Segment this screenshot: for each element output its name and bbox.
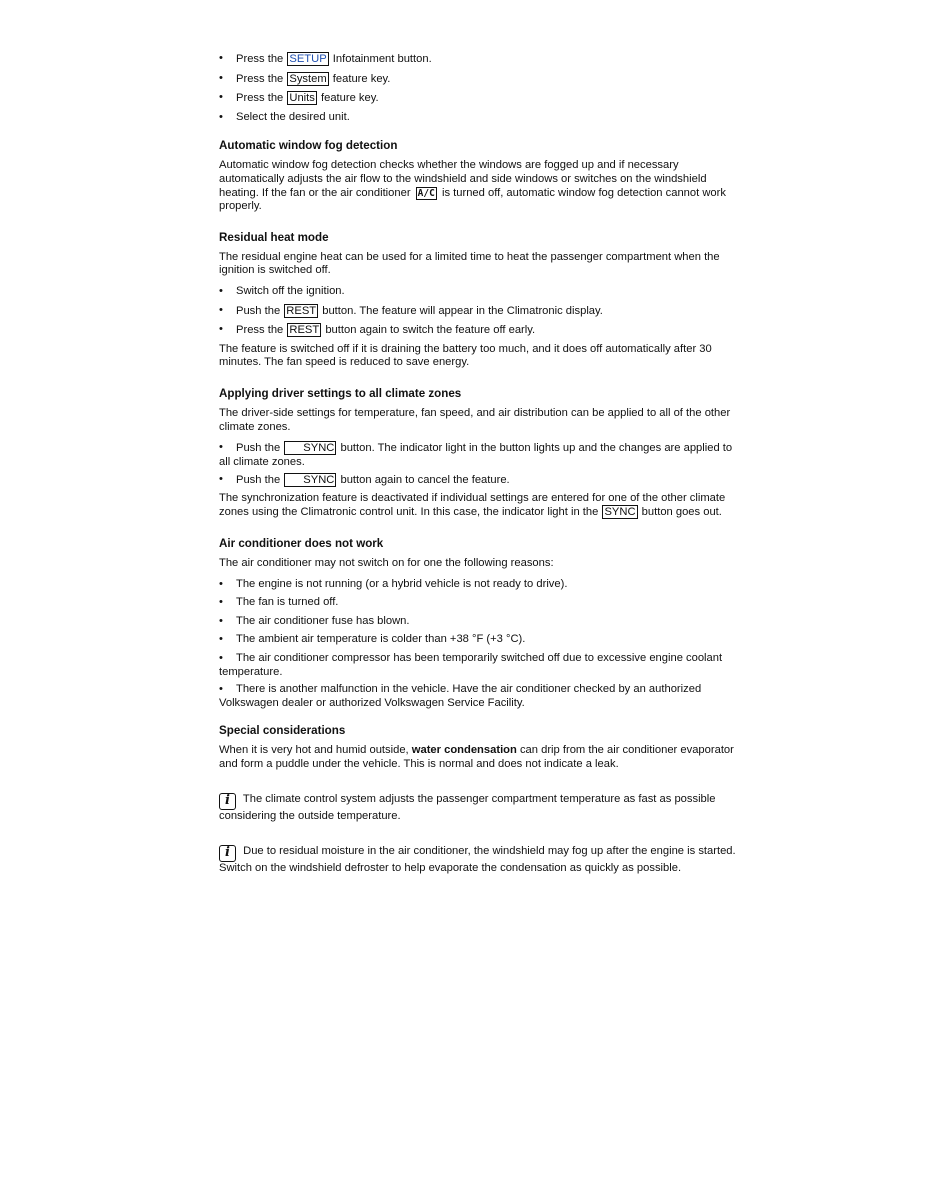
ac-not-working-heading: Air conditioner does not work — [219, 537, 384, 551]
residual-heat-heading: Residual heat mode — [219, 230, 329, 244]
sync-key: SYNC — [284, 441, 336, 455]
residual-heat-outro: The feature is switched off if it is draining the battery too much, and it does off automatically after 30 minutes. The fan speed is reduced to save energy. — [219, 342, 712, 369]
fog-detection-paragraph: Automatic window fog detection checks whether the windows are fogged up and if necessary automatically adjusts the air flow to the windshield and side windows or switches on the windshield heating. If the fan or the air conditioner A/C is turned off, automatic window fog detection cannot work properly. — [219, 159, 726, 213]
driver-settings-intro: The driver-side settings for temperature, fan speed, and air distribution can be applied to all of the other climate zones. — [219, 406, 731, 433]
special-considerations-heading: Special considerations — [219, 724, 346, 738]
units-key: Units — [289, 92, 315, 105]
info-icon: i — [219, 845, 236, 862]
list-item: • The ambient air temperature is colder than +38 °F (+3 °C). — [219, 633, 739, 647]
list-item: • The air conditioner fuse has blown. — [219, 615, 739, 629]
list-item: • The fan is turned off. — [219, 596, 739, 610]
residual-heat-intro: The residual engine heat can be used for a limited time to heat the passenger compartment when the ignition is switched off. — [219, 250, 720, 277]
driver-settings-outro: The synchronization feature is deactivated if individual settings are entered for one of the other climate zones using the Climatronic control unit. In this case, the indicator light in the SYNC button goes out. — [219, 491, 726, 519]
rest-key: REST — [286, 304, 317, 317]
ac-key: A/C — [417, 187, 435, 199]
info-note: i The climate control system adjusts the passenger compartment temperature as fast as possible considering the outside temperature. — [219, 792, 716, 822]
manual-page — [219, 52, 739, 882]
list-item: • Press the SETUP Infotainment button. — [219, 52, 739, 67]
system-key: System — [289, 72, 327, 85]
info-icon: i — [219, 793, 236, 810]
rest-key: REST — [289, 324, 320, 337]
sync-key: SYNC — [284, 473, 336, 487]
setup-steps — [219, 52, 739, 124]
fog-detection-heading: Automatic window fog detection — [219, 139, 398, 153]
list-item: • Select the desired unit. — [219, 111, 739, 125]
list-item: • The engine is not running (or a hybrid vehicle is not ready to drive). — [219, 578, 739, 592]
special-considerations-paragraph: When it is very hot and humid outside, water condensation can drip from the air conditioner evaporator and form a puddle under the vehicle. This is normal and does not indicate a leak. — [219, 744, 734, 770]
list-item: • Push the SYNC button. The indicator light in the button lights up and the changes are applied to all climate zones. — [219, 441, 733, 468]
list-item: • Press the Units feature key. — [219, 91, 739, 106]
list-item: • The air conditioner compressor has been temporarily switched off due to excessive engine coolant temperature. — [219, 652, 723, 678]
list-item: • Push the SYNC button again to cancel the feature. — [219, 473, 510, 487]
ac-not-working-intro: The air conditioner may not switch on for one the following reasons: — [219, 557, 554, 570]
info-note: i Due to residual moisture in the air conditioner, the windshield may fog up after the engine is started. Switch on the windshield defroster to help evaporate the condensation as quickly as possible. — [219, 845, 736, 875]
driver-settings-heading: Applying driver settings to all climate zones — [219, 386, 462, 400]
sync-key: SYNC — [604, 506, 636, 519]
list-item: • Switch off the ignition. — [219, 285, 739, 299]
list-item: • There is another malfunction in the vehicle. Have the air conditioner checked by an authorized Volkswagen dealer or authorized Volkswagen Service Facility. — [219, 683, 702, 709]
list-item: • Press the System feature key. — [219, 72, 739, 87]
list-item: • Press the REST button again to switch the feature off early. — [219, 323, 739, 338]
setup-button-key[interactable]: SETUP — [289, 53, 327, 65]
list-item: • Push the REST button. The feature will appear in the Climatronic display. — [219, 304, 739, 319]
